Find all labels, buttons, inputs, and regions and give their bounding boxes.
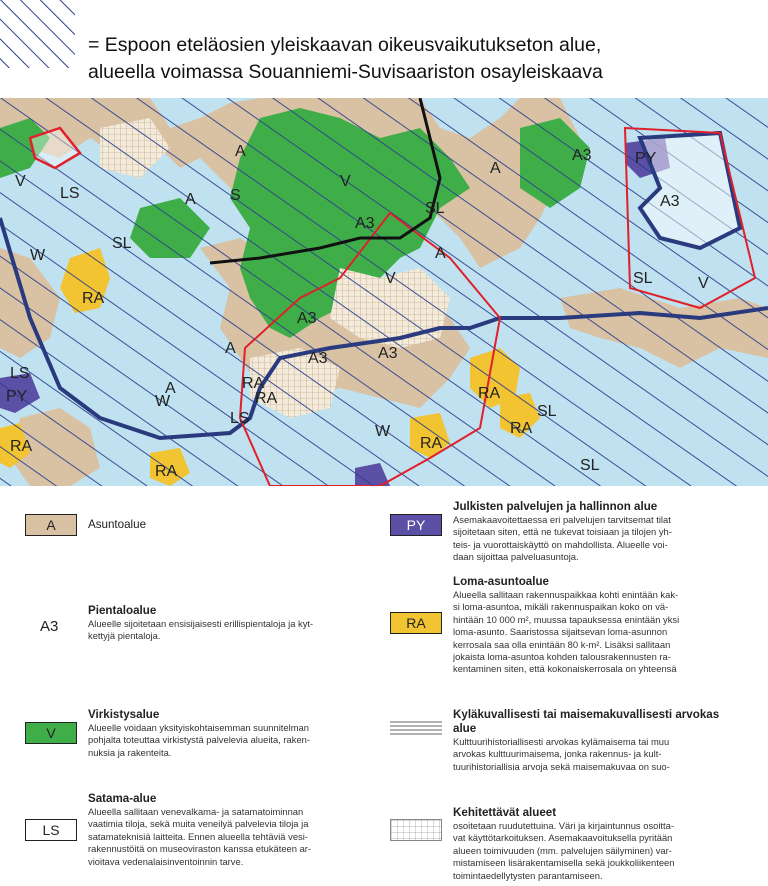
map-label-a-2: A	[185, 191, 196, 208]
map-label-sl-1: SL	[425, 200, 445, 217]
map-label-v-4: V	[698, 275, 709, 292]
legend-desc-kehitettavat: osoitetaan ruudutettuina. Väri ja kirjaintunnus osoitta- vat käyttötarkoituksen. Asemakaavoituksella pyritään alueen toimivuuden (mm. palvelujen säilyminen) var- mistamiseen lisärakentamisella sekä joukkoliikenteen toimintaedellytysten parantamiseen.	[453, 820, 675, 881]
legend-desc-loma: Alueella sallitaan rakennuspaikkaa kohti enintään kak- si loma-asuntoa, mikäli rakennuspaikan koko on vä- hintään 10 000 m², muussa tapauksessa enintään yksi loma-asunto. Saaristossa sijaitsevan loma-asunnon kerrosala saa olla enintään 80 k-m². Lisäksi sallitaan jokaista loma-asuntoa kohden talousrakennusten ra- kentaminen siten, että kokonaiskerrosala on yhteensä	[453, 589, 680, 675]
legend-title-asuntoalue: Asuntoalue	[88, 518, 147, 531]
map-label-ls-3: LS	[10, 365, 30, 382]
legend-swatch-ls: LS	[25, 819, 77, 841]
map-label-sl-5: SL	[580, 457, 600, 474]
legend-desc-pientaloalue: Alueelle sijoitetaan ensisijaisesti erillispientaloja ja kyt- kettyjä pientaloja.	[88, 618, 314, 642]
legend-desc-kylakuva: Kulttuurihistoriallisesti arvokas kylämaisema tai muu arvokas kulttuurimaisema, jonka rakennus- ja kult- tuurihistoriallisia arvoja sekä maisemakuvaa on suo-	[453, 736, 670, 772]
master-plan-map[interactable]	[0, 98, 768, 486]
legend-title-julkiset: Julkisten palvelujen ja hallinnon alue	[453, 500, 658, 513]
legend-swatch-v: V	[25, 722, 77, 744]
map-label-w-1: W	[30, 247, 46, 264]
map-label-ra-4: RA	[478, 385, 501, 402]
notice-line-2: alueella voimassa Souanniemi-Suvisaariston osayleiskaava	[88, 61, 603, 83]
map-label-a3-3: A3	[355, 215, 375, 232]
map-label-v-3: V	[15, 173, 26, 190]
legend-title-satama: Satama-alue	[88, 792, 157, 805]
legend-title-kehitettavat: Kehitettävät alueet	[453, 806, 557, 819]
map-label-a3-2: A3	[660, 193, 680, 210]
map-label-a-1: A	[235, 143, 246, 160]
map-label-ra-7: RA	[155, 463, 178, 480]
legend-title-loma: Loma-asuntoalue	[453, 575, 549, 588]
map-label-a3-1: A3	[572, 147, 592, 164]
map-label-s: S	[230, 187, 241, 204]
legend-desc-satama: Alueella sallitaan venevalkama- ja satamatoiminnan vaatimia tiloja, sekä muita veneilyä palvelevia tiloja ja satamateknisiä laitteita. Ennen alueella tehtäviä vesi- rakennustöitä on museoviraston kanssa etukäteen ar- vioitava vedenalaisinventoinnin tarve.	[88, 806, 312, 867]
map-label-a3-4: A3	[297, 310, 317, 327]
map-label-ra-8: RA	[10, 438, 33, 455]
map-label-v-1: V	[340, 173, 351, 190]
map-label-ra-3: RA	[255, 390, 278, 407]
map-label-py-1: PY	[635, 150, 657, 167]
map-legend	[0, 486, 768, 886]
map-label-ra-6: RA	[420, 435, 443, 452]
map-label-ra-1: RA	[82, 290, 105, 307]
map-label-ls-1: LS	[60, 185, 80, 202]
map-label-a3-6: A3	[378, 345, 398, 362]
map-label-ls-2: LS	[230, 410, 250, 427]
legend-title-pientaloalue: Pientaloalue	[88, 604, 157, 617]
legend-swatch-py: PY	[390, 514, 442, 536]
legend-code-a3: A3	[40, 618, 59, 635]
legend-swatch-kehitettavat	[390, 819, 442, 841]
map-label-w-2: W	[155, 393, 171, 410]
legend-title-kylakuva: Kyläkuvallisesti tai maisemakuvallisesti arvokas	[453, 708, 720, 721]
legend-swatch-kylakuva	[390, 718, 442, 740]
unbinding-area-swatch	[0, 0, 75, 68]
map-label-sl-2: SL	[112, 235, 132, 252]
map-label-a-4: A	[435, 245, 446, 262]
map-label-py-2: PY	[6, 388, 28, 405]
map-label-ra-5: RA	[510, 420, 533, 437]
legend-desc-julkiset: Asemakaavoitettaessa eri palvelujen tarvitsemat tilat sijoitetaan siten, että ne tukevat toisiaan ja tilojen yh- teis- ja vuorottaiskäyttö on mahdollista. Alueelle voi- daan sijoittaa palveluasuntoja.	[453, 514, 672, 563]
legend-title-virkistysalue: Virkistysalue	[88, 708, 160, 721]
map-label-a-3: A	[490, 160, 501, 177]
legend-title-kylakuva-2: alue	[453, 722, 477, 735]
map-label-a3-5: A3	[308, 350, 328, 367]
map-label-w-3: W	[375, 423, 391, 440]
map-label-a-6: A	[165, 380, 176, 397]
notice-line-1: = Espoon eteläosien yleiskaavan oikeusvaikutukseton alue,	[88, 34, 602, 56]
legend-swatch-ra: RA	[390, 612, 442, 634]
map-label-sl-3: SL	[633, 270, 653, 287]
map-notice	[88, 32, 758, 86]
legend-swatch-a: A	[25, 514, 77, 536]
map-label-a-5: A	[225, 340, 236, 357]
map-label-v-2: V	[385, 270, 396, 287]
map-label-sl-4: SL	[537, 403, 557, 420]
legend-desc-virkistysalue: Alueelle voidaan yksityiskohtaisemman suunnitelman pohjalta toteuttaa virkistystä palvelevia alueita, raken- nuksia ja rakenteita.	[88, 722, 310, 758]
map-label-ra-2: RA	[242, 375, 265, 392]
